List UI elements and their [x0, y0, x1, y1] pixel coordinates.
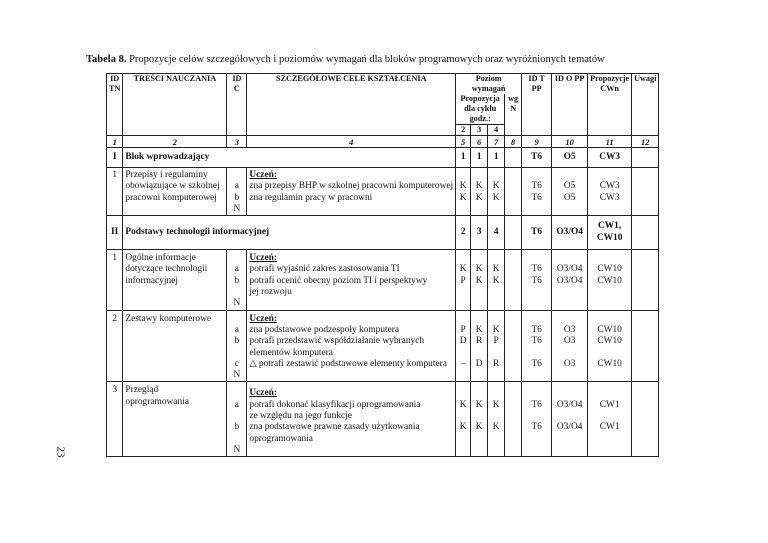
idt: T6: [531, 358, 542, 369]
row-cele: [247, 310, 456, 382]
level: D: [459, 336, 467, 347]
level: P: [460, 275, 466, 286]
level: R: [476, 336, 483, 347]
cwn: [590, 253, 629, 264]
empty-cell: [632, 168, 659, 216]
cwn: CW1: [599, 399, 620, 410]
section-level-4: 4: [488, 216, 505, 250]
ido: O3: [563, 358, 576, 369]
row-cwn: [588, 310, 632, 382]
row-ido: [552, 250, 588, 310]
table-row: [107, 250, 659, 310]
letter: [229, 434, 244, 445]
row-level-4: [488, 168, 505, 216]
cel-line: oprogramowania: [249, 433, 313, 444]
empty-cell: [505, 216, 522, 250]
level: K: [475, 275, 483, 286]
cwn: CW10: [596, 232, 623, 243]
empty-cell: [505, 148, 522, 168]
header-cycle-4: 4: [488, 125, 505, 136]
letter: a: [234, 264, 239, 275]
col-num: 2: [123, 136, 227, 148]
row-cele: [247, 250, 456, 310]
level: [473, 411, 485, 422]
tresci-line: Zestawy komputerowe: [125, 313, 212, 324]
level: K: [492, 399, 500, 410]
row-id: 2: [107, 310, 123, 382]
section-idt: T6: [522, 216, 552, 250]
section-title: Blok wprowadzający: [123, 148, 456, 168]
level: K: [475, 192, 483, 203]
ido: [554, 388, 585, 399]
cel-line: ze względu na jego funkcje: [249, 411, 352, 422]
row-level-3: [471, 168, 488, 216]
level: [490, 388, 502, 399]
empty-cell: [632, 382, 659, 457]
letter: N: [233, 203, 241, 214]
row-tresci: [123, 382, 227, 457]
header-propcwn: Propozycje CWn: [588, 74, 632, 136]
level: [458, 411, 468, 422]
letter: b: [234, 192, 240, 203]
ido: O5: [563, 192, 576, 203]
tresci-line: pracowni komputerowej: [125, 192, 217, 203]
level: K: [459, 181, 467, 192]
cwn: [590, 388, 629, 399]
row-id: 3: [107, 382, 123, 457]
empty-cell: [505, 250, 522, 310]
row-level-3: [471, 250, 488, 310]
col-num: 9: [522, 136, 552, 148]
row-cwn: [588, 250, 632, 310]
row-level-3: [471, 382, 488, 457]
idt: T6: [531, 422, 542, 433]
uczen-label: Uczeń:: [249, 253, 277, 264]
idt: T6: [531, 192, 542, 203]
cel-line: zna regulamin pracy w pracowni: [249, 192, 373, 203]
col-num: 4: [247, 136, 456, 148]
level: [490, 204, 502, 215]
tresci-line: Ogólne informacje: [125, 253, 196, 264]
ido: [554, 348, 585, 359]
row-level-2: [456, 250, 471, 310]
cel-line: [249, 445, 453, 456]
row-tresci: [123, 168, 227, 216]
header-cele: SZCZEGÓŁOWE CELE KSZTAŁCENIA: [247, 74, 456, 136]
caption-text: Propozycje celów szczegółowych i poziomów wymagań dla bloków programowych oraz wyróżnionych tematów: [126, 54, 605, 65]
idt: T6: [531, 181, 542, 192]
row-idt: [522, 310, 552, 382]
letter: b: [234, 336, 240, 347]
section-level-3: 1: [471, 148, 488, 168]
row-cwn: [588, 382, 632, 457]
level: K: [475, 399, 483, 410]
cwn: CW3: [599, 192, 620, 203]
tresci-line: dotyczące technologii: [125, 264, 208, 275]
idt: [524, 348, 549, 359]
level: P: [493, 336, 499, 347]
idt: [524, 253, 549, 264]
letter: b: [234, 422, 240, 433]
header-id-c: ID C: [227, 74, 247, 136]
empty-cell: [505, 168, 522, 216]
row-letters: [227, 250, 247, 310]
level: –: [460, 358, 466, 369]
cel-line: jej rozwoju: [249, 287, 292, 298]
header-id-tn: ID TN: [107, 74, 123, 136]
row-level-2: [456, 382, 471, 457]
idt: [524, 204, 549, 215]
letter: a: [234, 324, 239, 335]
row-tresci: [123, 250, 227, 310]
row-letters: [227, 168, 247, 216]
header-cycle-2: 2: [456, 125, 471, 136]
uczen-label: Uczeń:: [249, 313, 277, 324]
level: R: [493, 358, 500, 369]
empty-cell: [505, 382, 522, 457]
row-level-4: [488, 250, 505, 310]
tresci-line: informacyjnej: [125, 275, 178, 286]
level: P: [460, 324, 466, 335]
level: [458, 348, 468, 359]
row-level-4: [488, 310, 505, 382]
header-propozycja: Propozycja dla cyklu godz.:: [456, 94, 505, 125]
col-num: 7: [488, 136, 505, 148]
header-uwagi: Uwagi: [632, 74, 659, 136]
row-cele: [247, 168, 456, 216]
level: [458, 170, 468, 181]
ido: O3/O4: [556, 422, 583, 433]
letter: b: [234, 275, 240, 286]
section-row: [107, 216, 659, 250]
col-num: 3: [227, 136, 247, 148]
level: [458, 204, 468, 215]
letter: [229, 411, 244, 422]
header-tresci: TREŚCI NAUCZANIA: [123, 74, 227, 136]
ido: O3/O4: [556, 399, 583, 410]
empty-cell: [632, 310, 659, 382]
cel-line: [249, 370, 453, 381]
cwn: CW10: [597, 358, 622, 369]
tresci-line: obowiązujące w szkolnej: [125, 181, 220, 192]
section-level-3: 3: [471, 216, 488, 250]
idt: T6: [531, 275, 542, 286]
row-cwn: [588, 168, 632, 216]
row-id: 1: [107, 250, 123, 310]
empty-cell: [505, 310, 522, 382]
letter: c: [234, 358, 239, 369]
tresci-line: oprogramowania: [125, 396, 189, 407]
idt: [524, 170, 549, 181]
level: [490, 253, 502, 264]
cel-line: elementów komputera: [249, 347, 333, 358]
caption-label: Tabela 8.: [86, 54, 127, 65]
tresci-line: Przegląd: [125, 385, 159, 396]
cwn: [590, 348, 629, 359]
level: [473, 253, 485, 264]
cwn: [590, 204, 629, 215]
section-level-2: 1: [456, 148, 471, 168]
uczen-label: Uczeń:: [249, 388, 277, 399]
cwn: CW10: [597, 264, 622, 275]
cel-line: zna podstawowe podzespoły komputera: [249, 324, 400, 335]
ido: [554, 204, 585, 215]
ido: [554, 170, 585, 181]
col-num: 10: [552, 136, 588, 148]
level: K: [475, 324, 483, 335]
level: [490, 170, 502, 181]
page-number: 23: [54, 446, 67, 458]
cel-line: zna przepisy BHP w szkolnej pracowni komputerowej: [249, 181, 454, 192]
header-poziom: Poziom wymagań: [456, 74, 522, 95]
level: K: [492, 422, 500, 433]
table-row: [107, 382, 659, 457]
section-idt: T6: [522, 148, 552, 168]
table-caption: [86, 54, 605, 65]
cwn: CW1: [599, 422, 620, 433]
idt: [524, 411, 549, 422]
row-level-3: [471, 310, 488, 382]
section-level-2: 2: [456, 216, 471, 250]
level: K: [492, 264, 500, 275]
section-title: Podstawy technologii informacyjnej: [123, 216, 456, 250]
level: K: [459, 422, 467, 433]
row-id: 1: [107, 168, 123, 216]
cwn: CW10: [597, 336, 622, 347]
level: D: [475, 358, 483, 369]
cel-line: zna podstawowe prawne zasady użytkowania: [249, 422, 420, 433]
ido: [554, 253, 585, 264]
level: [458, 388, 468, 399]
section-id: I: [107, 148, 123, 168]
idt: T6: [531, 264, 542, 275]
cel-line: potrafi ocenić obecny poziom TI i perspektywy: [249, 275, 428, 286]
section-level-4: 1: [488, 148, 505, 168]
section-ido: O5: [552, 148, 588, 168]
level: K: [475, 264, 483, 275]
col-num: 12: [632, 136, 659, 148]
level: [490, 314, 502, 325]
cwn: CW10: [597, 324, 622, 335]
idt: [524, 314, 549, 325]
row-tresci: [123, 310, 227, 382]
requirements-table: [106, 73, 659, 457]
ido: O3/O4: [556, 275, 583, 286]
level: [490, 411, 502, 422]
level: [458, 253, 468, 264]
row-cele: [247, 382, 456, 457]
table-row: [107, 168, 659, 216]
level: K: [475, 422, 483, 433]
letter: [229, 348, 244, 359]
cel-line: [249, 298, 453, 309]
cel-line: △ potrafi zestawić podstawowe elementy komputera: [249, 358, 447, 369]
section-id: II: [107, 216, 123, 250]
col-num: 8: [505, 136, 522, 148]
level: K: [492, 275, 500, 286]
cwn: [590, 170, 629, 181]
letter: N: [233, 298, 241, 309]
header-wgn: wg N: [505, 94, 522, 136]
cwn: [590, 411, 629, 422]
column-numbers-row: [107, 136, 659, 148]
empty-cell: [632, 216, 659, 250]
ido: O3: [563, 336, 576, 347]
level: K: [459, 264, 467, 275]
letter: N: [233, 370, 241, 381]
col-num: 5: [456, 136, 471, 148]
uczen-label: Uczeń:: [249, 170, 277, 180]
cwn: CW1,: [598, 221, 622, 232]
idt: T6: [531, 324, 542, 335]
header-cycle-3: 3: [471, 125, 488, 136]
row-idt: [522, 250, 552, 310]
row-level-2: [456, 168, 471, 216]
level: K: [492, 181, 500, 192]
cwn: CW3: [599, 181, 620, 192]
section-row: [107, 148, 659, 168]
cwn: [590, 314, 629, 325]
letter: [229, 388, 244, 399]
ido: [554, 411, 585, 422]
section-cwn: [588, 216, 632, 250]
table-header: [107, 74, 659, 148]
row-ido: [552, 310, 588, 382]
row-letters: [227, 310, 247, 382]
section-ido: O3/O4: [552, 216, 588, 250]
letter: a: [234, 399, 239, 410]
row-idt: [522, 168, 552, 216]
cel-line: potrafi przedstawić współdziałanie wybranych: [249, 336, 425, 347]
row-letters: [227, 382, 247, 457]
letter: [229, 287, 244, 298]
col-num: 11: [588, 136, 632, 148]
empty-cell: [632, 148, 659, 168]
level: [473, 314, 485, 325]
letter: [229, 170, 244, 181]
section-cwn: CW3: [588, 148, 632, 168]
row-level-4: [488, 382, 505, 457]
cwn: CW10: [597, 275, 622, 286]
level: K: [492, 192, 500, 203]
cel-line: [249, 204, 453, 215]
level: K: [475, 181, 483, 192]
row-ido: [552, 382, 588, 457]
row-ido: [552, 168, 588, 216]
empty-cell: [632, 250, 659, 310]
level: [458, 314, 468, 325]
level: [473, 348, 485, 359]
idt: T6: [531, 399, 542, 410]
letter: a: [234, 181, 239, 192]
ido: O3/O4: [556, 264, 583, 275]
level: [473, 204, 485, 215]
row-idt: [522, 382, 552, 457]
ido: [554, 314, 585, 325]
tresci-line: Przepisy i regulaminy: [125, 170, 208, 180]
idt: [524, 388, 549, 399]
idt: T6: [531, 336, 542, 347]
cel-line: potrafi wyjaśnić zakres zastosowania TI: [249, 264, 400, 275]
col-num: 6: [471, 136, 488, 148]
letter: [229, 253, 244, 264]
level: K: [459, 192, 467, 203]
header-ido: ID O PP: [552, 74, 588, 136]
cel-line: potrafi dokonać klasyfikacji oprogramowania: [249, 399, 421, 410]
level: K: [459, 399, 467, 410]
level: [473, 388, 485, 399]
level: [490, 348, 502, 359]
level: K: [492, 324, 500, 335]
ido: O3: [563, 324, 576, 335]
row-level-2: [456, 310, 471, 382]
header-idt: ID T PP: [522, 74, 552, 136]
letter: [229, 314, 244, 325]
table-row: [107, 310, 659, 382]
letter: N: [233, 444, 241, 455]
col-num: 1: [107, 136, 123, 148]
ido: O5: [563, 181, 576, 192]
level: [473, 170, 485, 181]
